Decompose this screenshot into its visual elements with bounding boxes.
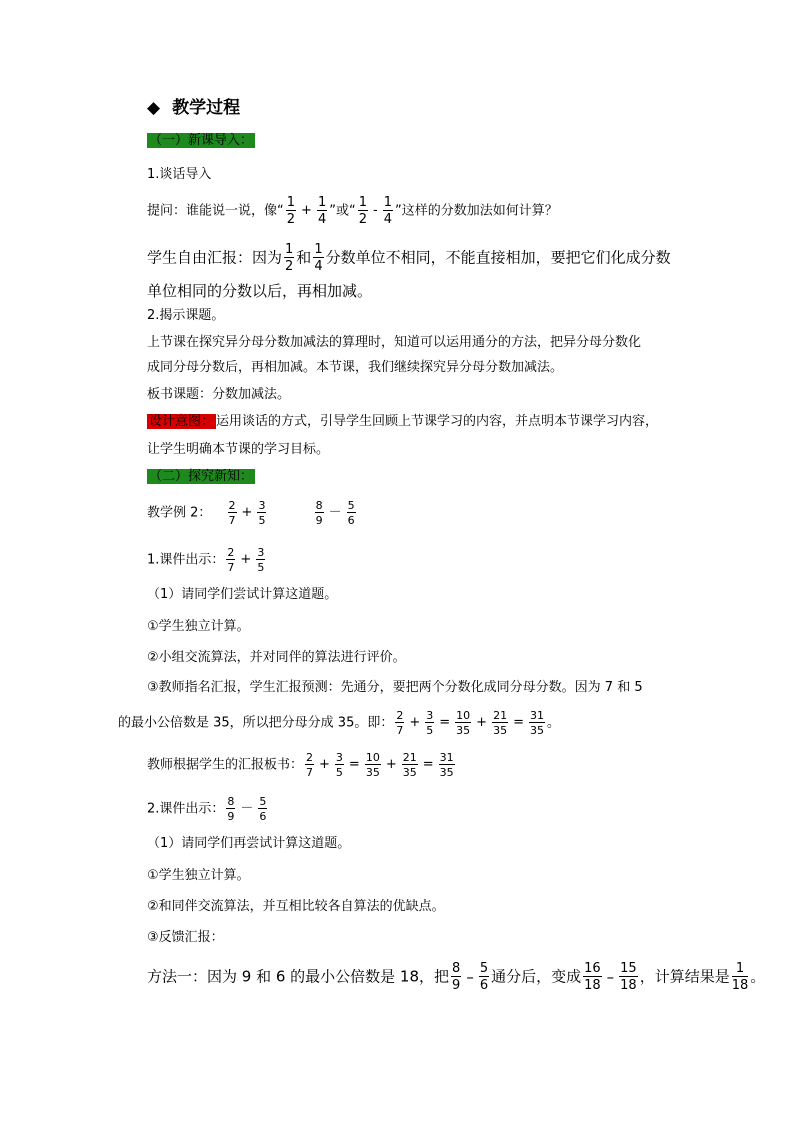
report-text: 学生自由汇报：因为 [147,248,283,267]
step-text: 。 [546,715,560,731]
section-label-intro [147,131,255,151]
fraction: $\frac{3}{5}$ [426,709,434,737]
operator: – [606,968,615,986]
highlight-label: （二）探究新知： [149,469,254,484]
fraction: $\frac{3}{5}$ [257,546,265,574]
step-line: ①学生独立计算。 [147,868,250,883]
operator: = [422,757,434,772]
fraction: $\frac{1}{18}$ [731,961,749,993]
example-label: 教学例 2： [147,505,212,521]
example-line [147,500,358,526]
fraction: $\frac{3}{5}$ [335,751,343,779]
board-writing-line [147,752,457,778]
fraction: $\frac{31}{35}$ [529,709,544,737]
board-writing-text: 教师根据学生的汇报板书： [147,757,304,773]
fraction: $\frac{21}{35}$ [493,709,508,737]
question-line [147,196,558,226]
operator: = [513,715,524,730]
operator: + [385,757,397,772]
operator: + [301,203,312,218]
design-intent-line2: 让学生明确本节课的学习目标。 [147,442,330,457]
method-text: 方法一：因为 9 和 6 的最小公倍数是 18，把 [147,967,450,986]
courseware-line [147,796,269,822]
method-line [147,962,765,992]
question-text: 提问：谁能说一说，像“ [147,203,284,219]
fraction: $\frac{16}{18}$ [584,961,601,993]
step-line: ②和同伴交流算法，并互相比较各自算法的优缺点。 [147,899,445,914]
operator: + [409,715,421,730]
section-heading [147,98,240,118]
step-line: ②小组交流算法，并对同伴的算法进行评价。 [147,650,406,665]
fraction: $\frac{2}{7}$ [396,709,404,737]
fraction: $\frac{15}{18}$ [620,961,637,993]
fraction: $\frac{1}{4}$ [314,242,323,274]
fraction: $\frac{2}{7}$ [306,751,314,779]
student-report-line [147,243,671,273]
fraction: $\frac{5}{6}$ [259,795,267,823]
report-text: 分数单位不相同，不能直接相加，要把它们化成分数 [325,248,671,267]
section-label-explore [147,467,255,487]
fraction: $\frac{5}{6}$ [479,961,489,993]
courseware-label: 1.课件出示： [147,552,225,568]
operator: + [241,505,253,520]
item-title: 1.谈话导入 [147,167,212,182]
fraction: $\frac{21}{35}$ [402,751,417,779]
design-intent-label: 设计意图： [149,414,215,429]
courseware-line [147,547,267,573]
fraction: $\frac{31}{35}$ [439,751,454,779]
paragraph-line: 上节课在探究异分母分数加减法的算理时，知道可以运用通分的方法，把异分母分数化 [147,335,642,350]
fraction: $\frac{1}{4}$ [383,195,392,227]
step-line: ①学生独立计算。 [147,619,250,634]
operator: + [240,552,252,567]
paragraph-line: 成同分母分数后，再相加减。本节课，我们继续探究异分母分数加减法。 [147,360,564,375]
heading-text: 教学过程 [172,98,241,118]
item-title: 2.揭示课题。 [147,308,225,323]
operator: = [439,715,451,730]
fraction: $\frac{5}{6}$ [347,499,355,527]
fraction: $\frac{2}{7}$ [228,499,236,527]
fraction: $\frac{10}{35}$ [456,709,471,737]
operator: + [319,757,330,772]
design-intent-line [147,412,658,432]
step-line: （1）请同学们尝试计算这道题。 [147,587,338,602]
method-text: ，计算结果是 [639,967,730,986]
step-line-equation [118,710,560,736]
operator: = [348,757,360,772]
highlight-label: （一）新课导入： [149,133,254,148]
operator: － [328,505,342,520]
step-line: （1）请同学们再尝试计算这道题。 [147,836,351,851]
method-text: 。 [750,967,766,986]
fraction: $\frac{1}{2}$ [285,242,294,274]
fraction: $\frac{10}{35}$ [365,751,380,779]
report-text: 和 [296,248,312,267]
fraction: $\frac{3}{5}$ [258,499,266,527]
step-line: ③反馈汇报： [147,930,224,945]
diamond-bullet-icon: ◆ [147,98,161,118]
student-report-line2: 单位相同的分数以后，再相加减。 [147,282,373,300]
method-text: 通分后，变成 [491,967,582,986]
operator: – [466,968,474,986]
operator: + [476,715,488,730]
question-text: ”或“ [329,203,356,219]
step-line: ③教师指名汇报，学生汇报预测：先通分，要把两个分数化成同分母分数。因为 7 和 5 [147,680,643,695]
board-title-line: 板书课题：分数加减法。 [147,387,291,402]
operator: - [372,203,378,218]
design-intent-text: 运用谈话的方式，引导学生回顾上节课学习的内容，并点明本节课学习内容， [216,414,659,429]
fraction: $\frac{8}{9}$ [315,499,323,527]
fraction: $\frac{2}{7}$ [227,546,235,574]
fraction: $\frac{8}{9}$ [452,961,461,993]
fraction: $\frac{8}{9}$ [227,795,235,823]
question-text: ”这样的分数加法如何计算？ [394,203,558,219]
fraction: $\frac{1}{2}$ [286,195,296,227]
step-text: 的最小公倍数是 35，所以把分母分成 35。即： [118,715,394,731]
fraction: $\frac{1}{4}$ [317,195,327,227]
fraction: $\frac{1}{2}$ [358,195,367,227]
courseware-label: 2.课件出示： [147,801,225,817]
operator: － [240,801,254,816]
